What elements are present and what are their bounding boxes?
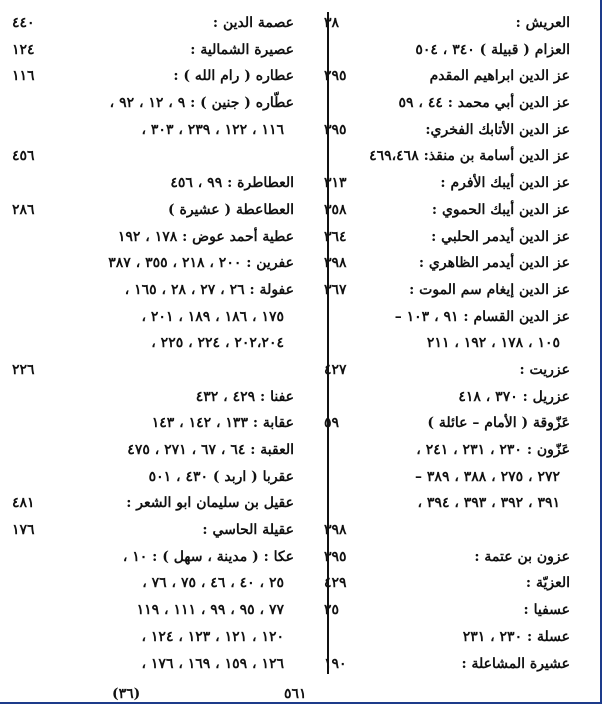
entry-term: عشيرة المشاعلة : <box>461 655 570 672</box>
entry-term: عزريل : ٣٧٠ ، ٤١٨ <box>458 388 570 405</box>
entry-term: عقيلة الحاسي : <box>202 522 294 539</box>
index-entry <box>324 224 570 251</box>
index-column-left <box>12 10 294 677</box>
index-entry <box>12 464 294 491</box>
entry-page-ref: ٥٩ <box>324 415 340 432</box>
entry-term: عَزّوقة ( الأمام – عائلة ) <box>427 415 570 432</box>
entry-term: ١٢٠ ، ١٢١ ، ١٢٣ ، ١٢٤ ، <box>141 628 284 645</box>
index-entry <box>324 304 570 331</box>
entry-term: ٢٠٢،٢٠٤ ، ٢٢٤ ، ٢٢٥ ، <box>151 335 284 352</box>
entry-page-ref: ٣٩٥ <box>324 548 347 565</box>
entry-term: عز الدين أسامة بن منقذ: ٤٦٩،٤٦٨ <box>369 148 570 165</box>
entry-page-ref: ٢٩٥ <box>324 68 347 85</box>
index-entry <box>12 197 294 224</box>
entry-page-ref: ٣٦٤ <box>324 228 347 245</box>
index-entry <box>324 330 570 357</box>
entry-term: العزيّة : <box>525 575 570 592</box>
index-entry <box>324 250 570 277</box>
index-entry <box>12 490 294 517</box>
entry-term: عز الدين أيبك الحموي : <box>431 201 570 218</box>
entry-term: عقربا ( اربد ) ٤٣٠ ، ٥٠١ <box>148 468 294 485</box>
index-entry <box>12 517 294 544</box>
entry-page-ref: ٤٢٧ <box>324 361 347 378</box>
index-entry <box>324 357 570 384</box>
entry-term: عطاره ( رام الله ) : <box>173 68 294 85</box>
index-entry <box>12 10 294 37</box>
entry-page-ref: ٤٢٩ <box>324 575 347 592</box>
entry-term: عطّاره ( جنين ) : ٩ ، ١٢ ، ٩٢ ، <box>109 95 294 112</box>
index-entry <box>324 117 570 144</box>
index-entry <box>324 37 570 64</box>
entry-page-ref: ٣٩٨ <box>324 522 347 539</box>
index-entry <box>12 63 294 90</box>
index-entry <box>12 117 294 144</box>
entry-term: عصيرة الشمالية : <box>190 41 294 58</box>
index-entry <box>12 224 294 251</box>
entry-page-ref: ٤٨١ <box>12 495 35 512</box>
entry-term: عطية أحمد عوض : ١٧٨ ، ١٩٢ <box>117 228 294 245</box>
entry-page-ref: ٢٥ <box>324 602 340 619</box>
page-number: ٥٦١ <box>284 686 307 702</box>
entry-term: عسلة : ٢٣٠ ، ٢٣١ <box>462 628 570 645</box>
index-entry <box>12 143 294 170</box>
index-column-right <box>324 10 570 677</box>
entry-term: عفولة : ٢٦ ، ٢٧ ، ٢٨ ، ١٦٥ ، <box>124 281 294 298</box>
index-entry <box>324 90 570 117</box>
entry-page-ref: ٢٨٦ <box>12 201 35 218</box>
entry-term: عكا : ( مدينة ، سهل ) : ١٠ ، <box>122 548 294 565</box>
index-entry <box>12 570 294 597</box>
page-footer <box>0 686 604 706</box>
entry-term: عفنا : ٤٢٩ ، ٤٣٢ <box>195 388 294 405</box>
column-divider <box>327 12 329 674</box>
entry-term: ١٢٦ ، ١٥٩ ، ١٦٩ ، ١٧٦ ، <box>141 655 284 672</box>
entry-term: عزريت : <box>519 361 570 378</box>
entry-term: ١٠٥ ، ١٧٨ ، ١٩٢ ، ٢١١ <box>426 335 560 352</box>
index-entry <box>12 651 294 678</box>
index-entry <box>12 437 294 464</box>
entry-term: عزون بن عتمة : <box>474 548 570 565</box>
entry-term: عفرين : ٢٠٠ ، ٢١٨ ، ٣٥٥ ، ٣٨٧ <box>108 255 294 272</box>
entry-term: ١٧٥ ، ١٨٦ ، ١٨٩ ، ٢٠١ ، <box>141 308 284 325</box>
entry-term: عز الدين القسام : ٩١ ، ١٠٣ – <box>394 308 570 325</box>
entry-page-ref: ٣١٣ <box>324 175 347 192</box>
index-entry <box>12 330 294 357</box>
entry-term: عَزّون : ٢٣٠ ، ٢٣١ ، ٢٤١ ، <box>416 442 570 458</box>
index-entry <box>12 624 294 651</box>
entry-term: ١١٦ ، ١٢٢ ، ٢٣٩ ، ٣٠٣ ، <box>141 121 284 138</box>
entry-term: عز الدين ابراهيم المقدم <box>429 68 570 85</box>
entry-term: العقبة : ٦٤ ، ٦٧ ، ٢٧١ ، ٤٧٥ <box>127 442 294 458</box>
index-entry <box>12 90 294 117</box>
entry-term: عز الدين أيبك الأفرم : <box>440 175 570 192</box>
entry-page-ref: ١١٦ <box>12 68 35 85</box>
index-entry <box>12 357 294 384</box>
index-entry <box>324 597 570 624</box>
index-entry <box>12 250 294 277</box>
entry-term: عز الدين أيدمر الظاهري : <box>418 255 570 272</box>
entry-term: العريش : <box>515 15 570 31</box>
index-entry <box>324 517 570 544</box>
entry-page-ref: ٢٢٦ <box>12 361 35 378</box>
index-entry <box>324 63 570 90</box>
entry-term: العزام ( قبيلة ) ٣٤٠ ، ٥٠٤ <box>415 41 570 58</box>
entry-term: ٧٧ ، ٩٥ ، ٩٩ ، ١١١ ، ١١٩ <box>136 602 284 619</box>
entry-page-ref: ٣٦٧ <box>324 281 347 298</box>
entry-term: العطاطرة : ٩٩ ، ٤٥٦ <box>170 175 294 192</box>
entry-term: عز الدين إيغام سم الموت : <box>409 281 570 298</box>
index-entry <box>324 437 570 464</box>
entry-term: العطاعطة ( عشيرة ) <box>168 201 294 218</box>
entry-page-ref: ١٩٠ <box>324 655 347 672</box>
entry-page-ref: ١٢٤ <box>12 41 35 58</box>
index-entry <box>324 410 570 437</box>
entry-term: عقيل بن سليمان ابو الشعر : <box>126 495 294 512</box>
index-entry <box>324 170 570 197</box>
index-entry <box>324 464 570 491</box>
volume-number: (٣٦) <box>112 686 141 702</box>
index-entry <box>324 490 570 517</box>
index-entry <box>324 570 570 597</box>
index-entry <box>12 384 294 411</box>
entry-page-ref: ٣٥٨ <box>324 201 347 218</box>
entry-term: عز الدين أيدمر الحلبي : <box>431 228 570 245</box>
index-entry <box>12 37 294 64</box>
entry-term: عسفيا : <box>523 602 570 619</box>
entry-term: ٢٧٢ ، ٢٧٥ ، ٣٨٨ ، ٣٨٩ – <box>415 468 560 485</box>
index-entry <box>324 10 570 37</box>
index-entry <box>324 544 570 571</box>
entry-term: عز الدين الأتابك الفخري: <box>425 121 570 138</box>
index-entry <box>12 544 294 571</box>
index-entry <box>12 277 294 304</box>
entry-page-ref: ٣٩٨ <box>324 255 347 272</box>
index-entry <box>324 651 570 678</box>
index-entry <box>324 624 570 651</box>
index-entry <box>324 384 570 411</box>
entry-page-ref: ١٧٦ <box>12 522 35 539</box>
entry-term: ٣٩١ ، ٣٩٢ ، ٣٩٣ ، ٣٩٤ ، <box>417 495 560 512</box>
index-entry <box>324 143 570 170</box>
entry-page-ref: ٤٥٦ <box>12 148 35 165</box>
index-entry <box>12 170 294 197</box>
index-entry <box>12 410 294 437</box>
entry-term: عقابة : ١٣٣ ، ١٤٢ ، ١٤٣ <box>151 415 294 432</box>
index-entry <box>12 597 294 624</box>
entry-page-ref: ٣٨ <box>324 15 340 31</box>
index-entry <box>12 304 294 331</box>
index-entry <box>324 197 570 224</box>
entry-page-ref: ٣٩٥ <box>324 121 347 138</box>
entry-term: عصمة الدين : <box>212 15 294 31</box>
entry-term: ٢٥ ، ٤٠ ، ٤٦ ، ٧٥ ، ٧٦ ، <box>142 575 284 592</box>
entry-page-ref: ٤٤٠ <box>12 15 35 31</box>
index-entry <box>324 277 570 304</box>
entry-term: عز الدين أبي محمد : ٤٤ ، ٥٩ <box>398 95 570 112</box>
